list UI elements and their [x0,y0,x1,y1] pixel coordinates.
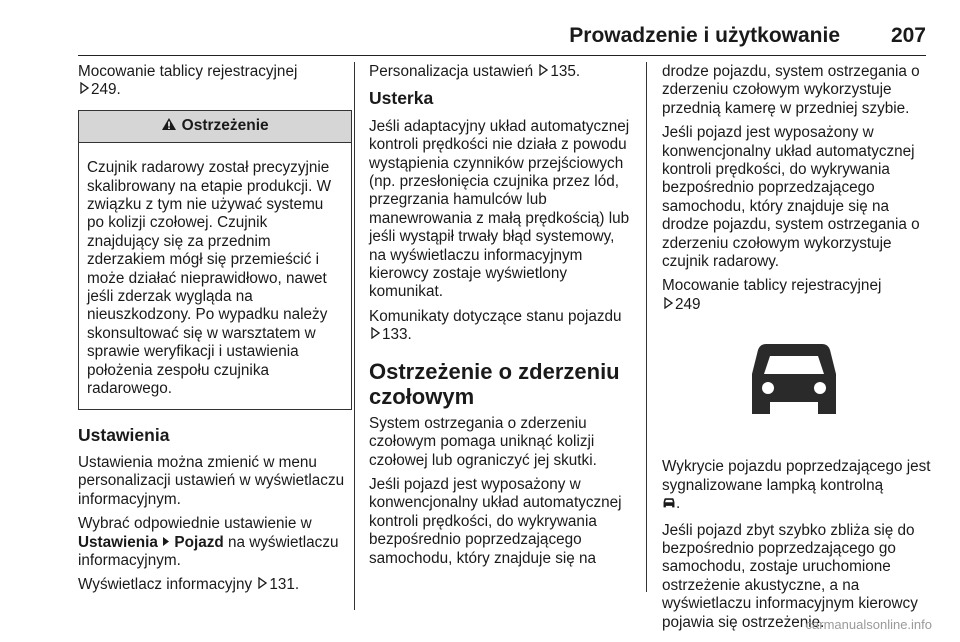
body-paragraph: Jeśli pojazd jest wyposażony w konwencjonalny układ automatycznej kontroli prędkości, do wykrywania bezpośrednio poprzedzającego samochodu, który znajduje się na drodze pojazdu, system ostrzegania o zderzeniu czołowym wykorzystuje czujnik radarowy. [662,124,920,271]
reference-arrow-icon [664,296,673,314]
reference-arrow-icon [258,576,267,594]
body-paragraph: Jeśli pojazd zbyt szybko zbliża się do bezpośrednio poprzedzającego go samochodu, zostaje uruchomione ostrzeżenie akustyczne, a na wyświetlaczu informacyjnym kierowcy pojawia się ostrzeżenie. [662,521,918,631]
crossref: Personalizacja ustawień 135. [369,63,581,80]
column-2 [369,63,635,574]
menu-settings: Ustawienia [78,533,158,551]
body-paragraph: Jeśli pojazd jest wyposażony w konwencjonalny układ automatycznej kontroli prędkości, do wykrywania bezpośrednio poprzedzającego samochodu, który znajduje się na [369,475,622,567]
section-heading: Ostrzeżenie o zderzeniu czołowym [369,358,620,409]
fault-paragraph: Jeśli adaptacyjny układ automatycznej kontroli prędkości nie działa z powodu wystąpienia czynników przejściowych (np. przesłonięcia czujnika przez lód, przegrzania hamulców lub manewrowania z małą prędkością) lub jeśli wystąpił trwały błąd systemowy, na wyświetlaczu informacyjnym kierowcy zostaje wyświetlony komunikat. [369,117,630,301]
reference-arrow-icon [539,63,548,81]
body-paragraph: drodze pojazdu, system ostrzegania o zderzeniu czołowym wykorzystuje przednią kamerę w przedniej szybie. [662,63,920,117]
crossref: Wyświetlacz informacyjny 131. [78,576,300,594]
crossref: Mocowanie tablicy rejestracyjnej 249 [662,277,882,313]
warning-body: Czujnik radarowy został precyzyjnie skalibrowany na etapie produkcji. W związku z tym nie używać systemu po kolizji czołowej. Czujnik znajdujący się za przednim zderzakiem mógł się przemieścić i może działać nieprawidłowo, nawet jeśli zderzak wygląda na nieuszkodzony. Po wypadku należy skonsultować się w warsztatem w sprawie weryfikacji i ustawienia położenia zespołu czujnika radarowego. [87,159,332,398]
warning-header [79,111,351,143]
column-divider [646,62,647,592]
vehicle-ahead-icon [744,334,844,434]
watermark: carmanualsonline.info [805,617,932,632]
reference-arrow-icon [371,326,380,344]
column-3 [662,63,932,638]
vehicle-ahead-illustration [662,320,926,448]
warning-title: Ostrzeżenie [181,116,269,134]
header-rule [78,55,926,56]
menu-vehicle: Pojazd [174,533,224,551]
vehicle-ahead-icon [662,497,676,515]
indicator-paragraph: Wykrycie pojazdu poprzedzającego jest sygnalizowane lampką kontrolną . [662,458,932,515]
header-title: Prowadzenie i użytkowanie [569,24,840,47]
warning-box [78,110,352,410]
page-number: 207 [890,24,926,47]
menu-arrow-icon [162,534,170,551]
column-1 [78,63,352,601]
settings-heading: Ustawienia [78,424,170,445]
warning-triangle-icon [161,117,181,134]
column-divider [354,62,355,610]
settings-path-paragraph: Wybrać odpowiednie ustawienie w Ustawienia Pojazd na wyświetlaczu informacyjnym. [78,515,339,569]
crossref: Komunikaty dotyczące stanu pojazdu 133. [369,307,622,344]
reference-arrow-icon [80,81,89,99]
page-header [78,24,926,54]
crossref: Mocowanie tablicy rejestracyjnej 249. [78,63,298,99]
fault-heading: Usterka [369,88,434,109]
body-paragraph: System ostrzegania o zderzeniu czołowym pomaga uniknąć kolizji czołowej lub ograniczyć jej skutki. [369,414,597,469]
settings-paragraph: Ustawienia można zmienić w menu personalizacji ustawień w wyświetlaczu informacyjnym. [78,453,345,508]
